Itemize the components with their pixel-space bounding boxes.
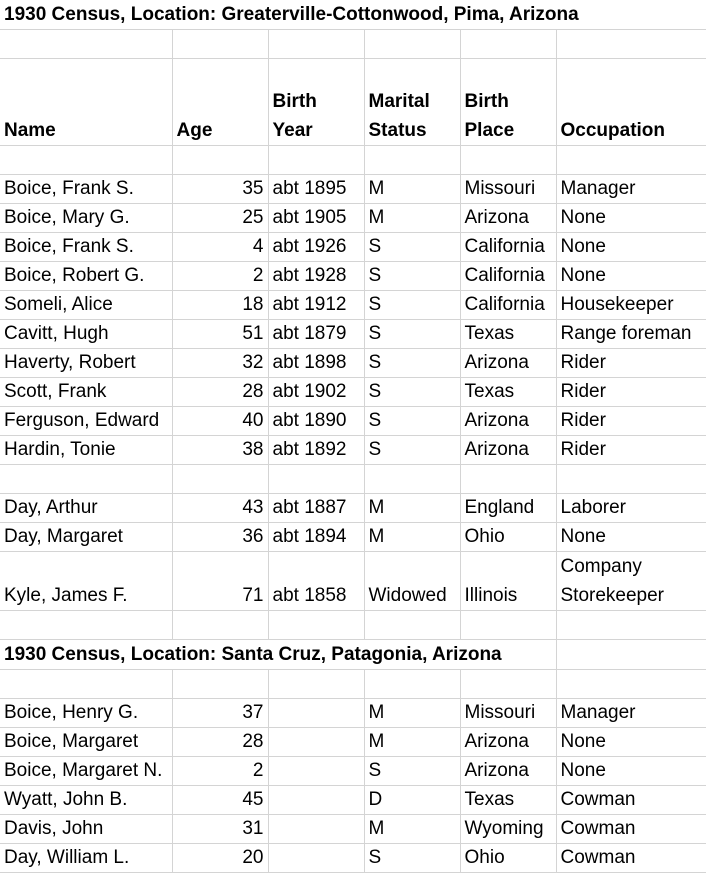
blank-row bbox=[0, 30, 706, 59]
cell-occupation[interactable]: Housekeeper bbox=[556, 291, 706, 320]
cell-marital-status[interactable]: Widowed bbox=[364, 552, 460, 611]
cell-marital-status[interactable]: S bbox=[364, 320, 460, 349]
table-row bbox=[0, 407, 706, 436]
cell-occupation[interactable]: None bbox=[556, 233, 706, 262]
cell-occupation[interactable]: Range foreman bbox=[556, 320, 706, 349]
cell-occupation[interactable]: Laborer bbox=[556, 494, 706, 523]
header-birth-place[interactable]: Birth Place bbox=[460, 59, 556, 146]
cell-name[interactable]: Davis, John bbox=[0, 815, 172, 844]
cell-birth-place[interactable]: Ohio bbox=[460, 844, 556, 873]
cell-birth-year[interactable] bbox=[268, 699, 364, 728]
cell-occupation[interactable]: Manager bbox=[556, 175, 706, 204]
cell-birth-place[interactable]: Arizona bbox=[460, 204, 556, 233]
section2-title-row bbox=[0, 640, 706, 670]
cell-birth-place[interactable]: California bbox=[460, 291, 556, 320]
cell-birth-year[interactable]: abt 1858 bbox=[268, 552, 364, 611]
cell-birth-year[interactable]: abt 1898 bbox=[268, 349, 364, 378]
cell-birth-year[interactable]: abt 1912 bbox=[268, 291, 364, 320]
cell-name[interactable]: Someli, Alice bbox=[0, 291, 172, 320]
blank-row bbox=[0, 465, 706, 494]
cell-occupation[interactable]: Company Storekeeper bbox=[556, 552, 706, 611]
cell-age[interactable]: 45 bbox=[172, 786, 268, 815]
cell-age[interactable]: 37 bbox=[172, 699, 268, 728]
cell-age[interactable]: 38 bbox=[172, 436, 268, 465]
table-row bbox=[0, 552, 706, 611]
cell-marital-status[interactable]: S bbox=[364, 436, 460, 465]
cell-birth-place[interactable]: Texas bbox=[460, 320, 556, 349]
cell-birth-place[interactable]: Illinois bbox=[460, 552, 556, 611]
cell-age[interactable]: 28 bbox=[172, 378, 268, 407]
header-marital-status[interactable]: Marital Status bbox=[364, 59, 460, 146]
cell-birth-place[interactable]: Missouri bbox=[460, 175, 556, 204]
table-row bbox=[0, 175, 706, 204]
cell-marital-status[interactable]: S bbox=[364, 407, 460, 436]
cell-marital-status[interactable]: S bbox=[364, 757, 460, 786]
cell-birth-year[interactable]: abt 1890 bbox=[268, 407, 364, 436]
cell-name[interactable]: Wyatt, John B. bbox=[0, 786, 172, 815]
cell-birth-place[interactable]: Arizona bbox=[460, 757, 556, 786]
cell-occupation[interactable]: Rider bbox=[556, 407, 706, 436]
cell-marital-status[interactable]: S bbox=[364, 291, 460, 320]
cell-age[interactable]: 36 bbox=[172, 523, 268, 552]
cell-occupation[interactable]: Cowman bbox=[556, 844, 706, 873]
cell-marital-status[interactable]: S bbox=[364, 349, 460, 378]
section1-title[interactable]: 1930 Census, Location: Greaterville-Cottonwood, Pima, Arizona bbox=[0, 0, 706, 30]
cell-occupation[interactable]: None bbox=[556, 728, 706, 757]
cell-birth-year[interactable]: abt 1887 bbox=[268, 494, 364, 523]
cell-age[interactable]: 25 bbox=[172, 204, 268, 233]
cell-age[interactable]: 71 bbox=[172, 552, 268, 611]
cell-birth-year[interactable]: abt 1879 bbox=[268, 320, 364, 349]
cell-birth-year[interactable]: abt 1894 bbox=[268, 523, 364, 552]
cell-age[interactable]: 31 bbox=[172, 815, 268, 844]
cell-birth-place[interactable]: Wyoming bbox=[460, 815, 556, 844]
cell-marital-status[interactable]: M bbox=[364, 523, 460, 552]
cell-name[interactable]: Scott, Frank bbox=[0, 378, 172, 407]
cell-birth-year[interactable]: abt 1926 bbox=[268, 233, 364, 262]
table-row bbox=[0, 436, 706, 465]
table-row bbox=[0, 494, 706, 523]
cell-marital-status[interactable]: S bbox=[364, 262, 460, 291]
table-row bbox=[0, 291, 706, 320]
blank-row bbox=[0, 611, 706, 640]
table-row bbox=[0, 320, 706, 349]
cell-age[interactable]: 4 bbox=[172, 233, 268, 262]
cell-birth-place[interactable]: Ohio bbox=[460, 523, 556, 552]
cell-age[interactable]: 28 bbox=[172, 728, 268, 757]
table-row bbox=[0, 844, 706, 873]
cell-name[interactable]: Haverty, Robert bbox=[0, 349, 172, 378]
table-row bbox=[0, 523, 706, 552]
cell-occupation[interactable]: None bbox=[556, 262, 706, 291]
cell-birth-place[interactable]: Arizona bbox=[460, 349, 556, 378]
table-row bbox=[0, 204, 706, 233]
cell-age[interactable]: 20 bbox=[172, 844, 268, 873]
cell-occupation[interactable]: Rider bbox=[556, 436, 706, 465]
cell-name[interactable]: Day, Arthur bbox=[0, 494, 172, 523]
cell-age[interactable]: 43 bbox=[172, 494, 268, 523]
cell-name[interactable]: Boice, Henry G. bbox=[0, 699, 172, 728]
cell-name[interactable]: Boice, Frank S. bbox=[0, 233, 172, 262]
blank-row bbox=[0, 146, 706, 175]
section1-title-row bbox=[0, 0, 706, 30]
table-row bbox=[0, 728, 706, 757]
cell-occupation[interactable]: None bbox=[556, 204, 706, 233]
cell-marital-status[interactable]: S bbox=[364, 378, 460, 407]
table-row bbox=[0, 786, 706, 815]
cell-occupation[interactable]: Rider bbox=[556, 349, 706, 378]
cell-occupation[interactable]: Manager bbox=[556, 699, 706, 728]
cell-birth-year[interactable] bbox=[268, 815, 364, 844]
table-row bbox=[0, 815, 706, 844]
cell-birth-year[interactable]: abt 1902 bbox=[268, 378, 364, 407]
section2-title[interactable]: 1930 Census, Location: Santa Cruz, Patagonia, Arizona bbox=[0, 640, 556, 670]
cell-birth-place[interactable]: Arizona bbox=[460, 728, 556, 757]
cell-marital-status[interactable]: D bbox=[364, 786, 460, 815]
cell-name[interactable]: Day, Margaret bbox=[0, 523, 172, 552]
cell-occupation[interactable]: None bbox=[556, 523, 706, 552]
cell-marital-status[interactable]: S bbox=[364, 844, 460, 873]
header-birth-year[interactable]: Birth Year bbox=[268, 59, 364, 146]
cell-marital-status[interactable]: M bbox=[364, 175, 460, 204]
table-row bbox=[0, 699, 706, 728]
cell-birth-place[interactable]: Arizona bbox=[460, 436, 556, 465]
cell-birth-place[interactable]: Missouri bbox=[460, 699, 556, 728]
cell-birth-year[interactable]: abt 1895 bbox=[268, 175, 364, 204]
cell-name[interactable]: Boice, Margaret N. bbox=[0, 757, 172, 786]
cell-birth-year[interactable] bbox=[268, 757, 364, 786]
cell-marital-status[interactable]: M bbox=[364, 815, 460, 844]
cell-name[interactable]: Boice, Margaret bbox=[0, 728, 172, 757]
cell-name[interactable]: Boice, Frank S. bbox=[0, 175, 172, 204]
cell-age[interactable]: 35 bbox=[172, 175, 268, 204]
cell-occupation[interactable]: Cowman bbox=[556, 815, 706, 844]
cell-birth-year[interactable] bbox=[268, 728, 364, 757]
cell-name[interactable]: Cavitt, Hugh bbox=[0, 320, 172, 349]
cell-marital-status[interactable]: S bbox=[364, 233, 460, 262]
cell-occupation[interactable]: Cowman bbox=[556, 786, 706, 815]
cell-birth-year[interactable] bbox=[268, 844, 364, 873]
cell-occupation[interactable]: None bbox=[556, 757, 706, 786]
cell-occupation[interactable]: Rider bbox=[556, 378, 706, 407]
cell-age[interactable]: 51 bbox=[172, 320, 268, 349]
header-name[interactable]: Name bbox=[0, 59, 172, 146]
cell-age[interactable]: 32 bbox=[172, 349, 268, 378]
blank-row bbox=[0, 670, 706, 699]
cell-marital-status[interactable]: M bbox=[364, 728, 460, 757]
header-age[interactable]: Age bbox=[172, 59, 268, 146]
cell-birth-year[interactable]: abt 1905 bbox=[268, 204, 364, 233]
cell-name[interactable]: Boice, Mary G. bbox=[0, 204, 172, 233]
cell-birth-place[interactable]: Texas bbox=[460, 786, 556, 815]
cell-name[interactable]: Day, William L. bbox=[0, 844, 172, 873]
table-row bbox=[0, 262, 706, 291]
cell-birth-place[interactable]: England bbox=[460, 494, 556, 523]
header-row bbox=[0, 59, 706, 146]
cell-birth-place[interactable]: California bbox=[460, 262, 556, 291]
cell-name[interactable]: Ferguson, Edward bbox=[0, 407, 172, 436]
cell-birth-year[interactable]: abt 1892 bbox=[268, 436, 364, 465]
cell-name[interactable]: Kyle, James F. bbox=[0, 552, 172, 611]
cell-age[interactable]: 2 bbox=[172, 757, 268, 786]
cell-birth-place[interactable]: California bbox=[460, 233, 556, 262]
cell-birth-year[interactable] bbox=[268, 786, 364, 815]
cell-marital-status[interactable]: M bbox=[364, 494, 460, 523]
cell-birth-place[interactable]: Arizona bbox=[460, 407, 556, 436]
table-row bbox=[0, 349, 706, 378]
table-row bbox=[0, 233, 706, 262]
cell-name[interactable]: Hardin, Tonie bbox=[0, 436, 172, 465]
cell-marital-status[interactable]: M bbox=[364, 204, 460, 233]
cell-age[interactable]: 2 bbox=[172, 262, 268, 291]
cell-birth-place[interactable]: Texas bbox=[460, 378, 556, 407]
cell-birth-year[interactable]: abt 1928 bbox=[268, 262, 364, 291]
cell-age[interactable]: 18 bbox=[172, 291, 268, 320]
cell-marital-status[interactable]: M bbox=[364, 699, 460, 728]
cell-name[interactable]: Boice, Robert G. bbox=[0, 262, 172, 291]
table-row bbox=[0, 378, 706, 407]
header-occupation[interactable]: Occupation bbox=[556, 59, 706, 146]
table-row bbox=[0, 757, 706, 786]
cell-age[interactable]: 40 bbox=[172, 407, 268, 436]
